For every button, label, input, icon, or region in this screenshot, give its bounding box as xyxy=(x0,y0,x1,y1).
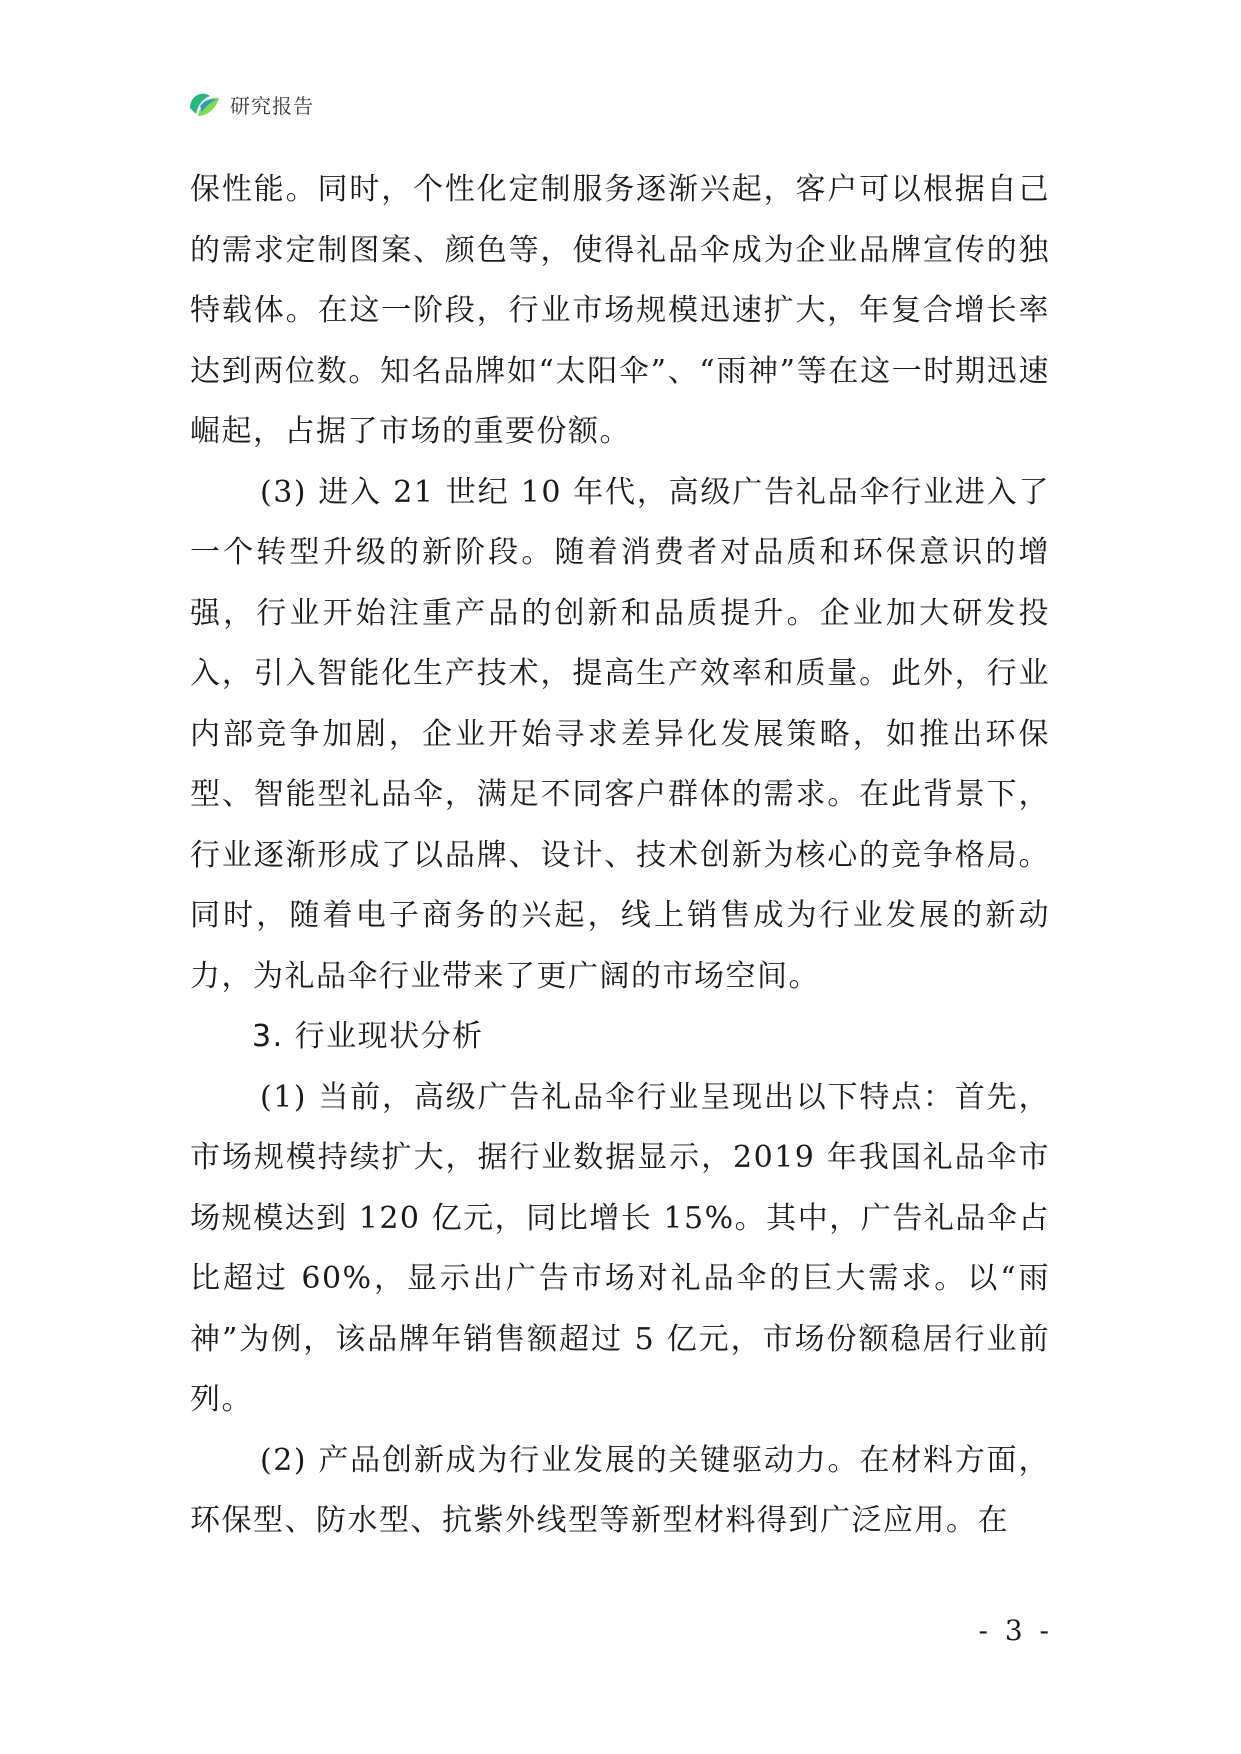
body-paragraph: (2) 产品创新成为行业发展的关键驱动力。在材料方面，环保型、防水型、抗紫外线型等新型材料得到广泛应用。在 xyxy=(190,1442,1050,1538)
body-paragraph: 保性能。同时，个性化定制服务逐渐兴起，客户可以根据自己的需求定制图案、颜色等，使得礼品伞成为企业品牌宣传的独特载体。在这一阶段，行业市场规模迅速扩大，年复合增长率达到两位数。知名品牌如“太阳伞”、“雨神”等在这一时期迅速崛起，占据了市场的重要份额。 xyxy=(190,172,1050,449)
header-title: 研究报告 xyxy=(230,93,314,118)
body-paragraph: (1) 当前，高级广告礼品伞行业呈现出以下特点：首先，市场规模持续扩大，据行业数据显示，2019 年我国礼品伞市场规模达到 120 亿元，同比增长 15%。其中，广告礼品伞占比超过 60%，显示出广告市场对礼品伞的巨大需求。以“雨神”为例，该品牌年销售额超过 5 亿元，市场份额稳居行业前列。 xyxy=(190,1079,1050,1417)
page-number: - 3 - xyxy=(978,1614,1053,1647)
leaf-logo-icon xyxy=(186,86,222,122)
body-paragraph: (3) 进入 21 世纪 10 年代，高级广告礼品伞行业进入了一个转型升级的新阶段。随着消费者对品质和环保意识的增强，行业开始注重产品的创新和品质提升。企业加大研发投入，引入智能化生产技术，提高生产效率和质量。此外，行业内部竞争加剧，企业开始寻求差异化发展策略，如推出环保型、智能型礼品伞，满足不同客户群体的需求。在此背景下，行业逐渐形成了以品牌、设计、技术创新为核心的竞争格局。同时，随着电子商务的兴起，线上销售成为行业发展的新动力，为礼品伞行业带来了更广阔的市场空间。 xyxy=(190,474,1050,994)
section-heading: 3. 行业现状分析 xyxy=(252,1019,484,1054)
report-header xyxy=(186,86,314,122)
document-body xyxy=(190,160,1050,1552)
